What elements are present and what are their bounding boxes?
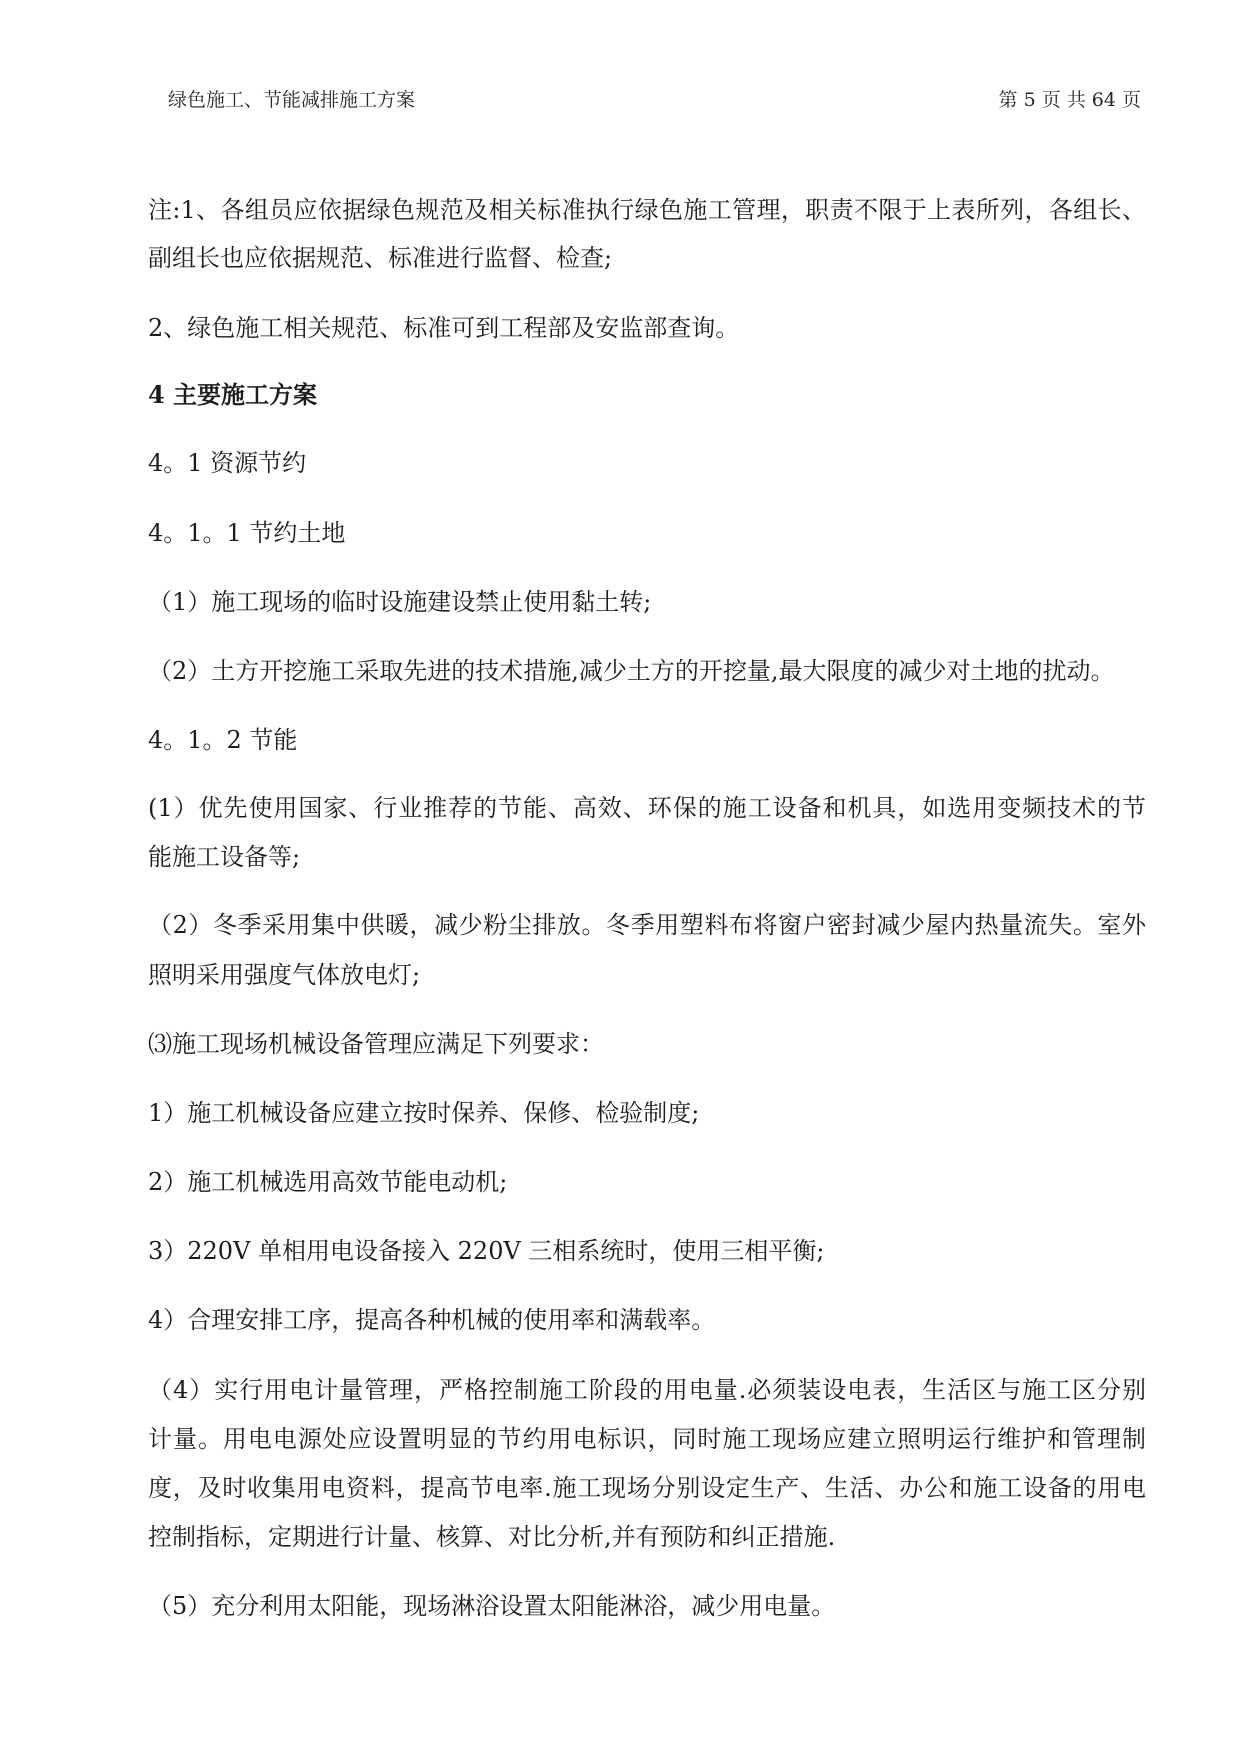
body-text-line: 照明采用强度气体放电灯; xyxy=(148,961,421,989)
body-text-line: 计量。用电电源处应设置明显的节约用电标识，同时施工现场应建立照明运行维护和管理制 xyxy=(148,1425,1146,1453)
list-item: 2）施工机械选用高效节能电动机; xyxy=(148,1168,508,1196)
subsection-heading: 4。1 资源节约 xyxy=(148,449,307,477)
body-text-line: （5）充分利用太阳能，现场淋浴设置太阳能淋浴，减少用电量。 xyxy=(148,1592,836,1620)
list-item: 4）合理安排工序，提高各种机械的使用率和满载率。 xyxy=(148,1306,716,1334)
note-line: 注:1、各组员应依据绿色规范及相关标准执行绿色施工管理，职责不限于上表所列，各组长、 xyxy=(148,196,1146,224)
body-text-line: 能施工设备等; xyxy=(148,843,301,871)
body-text-line: （2）冬季采用集中供暖，减少粉尘排放。冬季用塑料布将窗户密封减少屋内热量流失。室外 xyxy=(148,911,1146,939)
body-text-line: （4）实行用电计量管理，严格控制施工阶段的用电量.必须装设电表，生活区与施工区分别 xyxy=(148,1376,1146,1404)
note-line: 2、绿色施工相关规范、标准可到工程部及安监部查询。 xyxy=(148,314,740,342)
list-item: 1）施工机械设备应建立按时保养、保修、检验制度; xyxy=(148,1099,700,1127)
body-text-line: （2）土方开挖施工采取先进的技术措施,减少土方的开挖量,最大限度的减少对土地的扰动。 xyxy=(148,657,1115,685)
subsection-heading: 4。1。2 节能 xyxy=(148,726,298,754)
list-item: 3）220V 单相用电设备接入 220V 三相系统时，使用三相平衡; xyxy=(148,1237,825,1265)
page-header-title: 绿色施工、节能减排施工方案 xyxy=(168,89,416,111)
body-text-line: 度，及时收集用电资料，提高节电率.施工现场分别设定生产、生活、办公和施工设备的用电 xyxy=(148,1474,1146,1502)
body-text-line: 控制指标，定期进行计量、核算、对比分析,并有预防和纠正措施. xyxy=(148,1523,836,1551)
body-text-line: （1）施工现场的临时设施建设禁止使用黏土转; xyxy=(148,588,652,616)
body-text-line: (1）优先使用国家、行业推荐的节能、高效、环保的施工设备和机具，如选用变频技术的节 xyxy=(148,794,1146,822)
subsection-heading: 4。1。1 节约土地 xyxy=(148,519,346,547)
section-heading: 4 主要施工方案 xyxy=(148,380,318,409)
note-line: 副组长也应依据规范、标准进行监督、检查; xyxy=(148,244,613,272)
page-number-info: 第 5 页 共 64 页 xyxy=(998,89,1141,111)
body-text-line: ⑶施工现场机械设备管理应满足下列要求： xyxy=(148,1030,604,1058)
